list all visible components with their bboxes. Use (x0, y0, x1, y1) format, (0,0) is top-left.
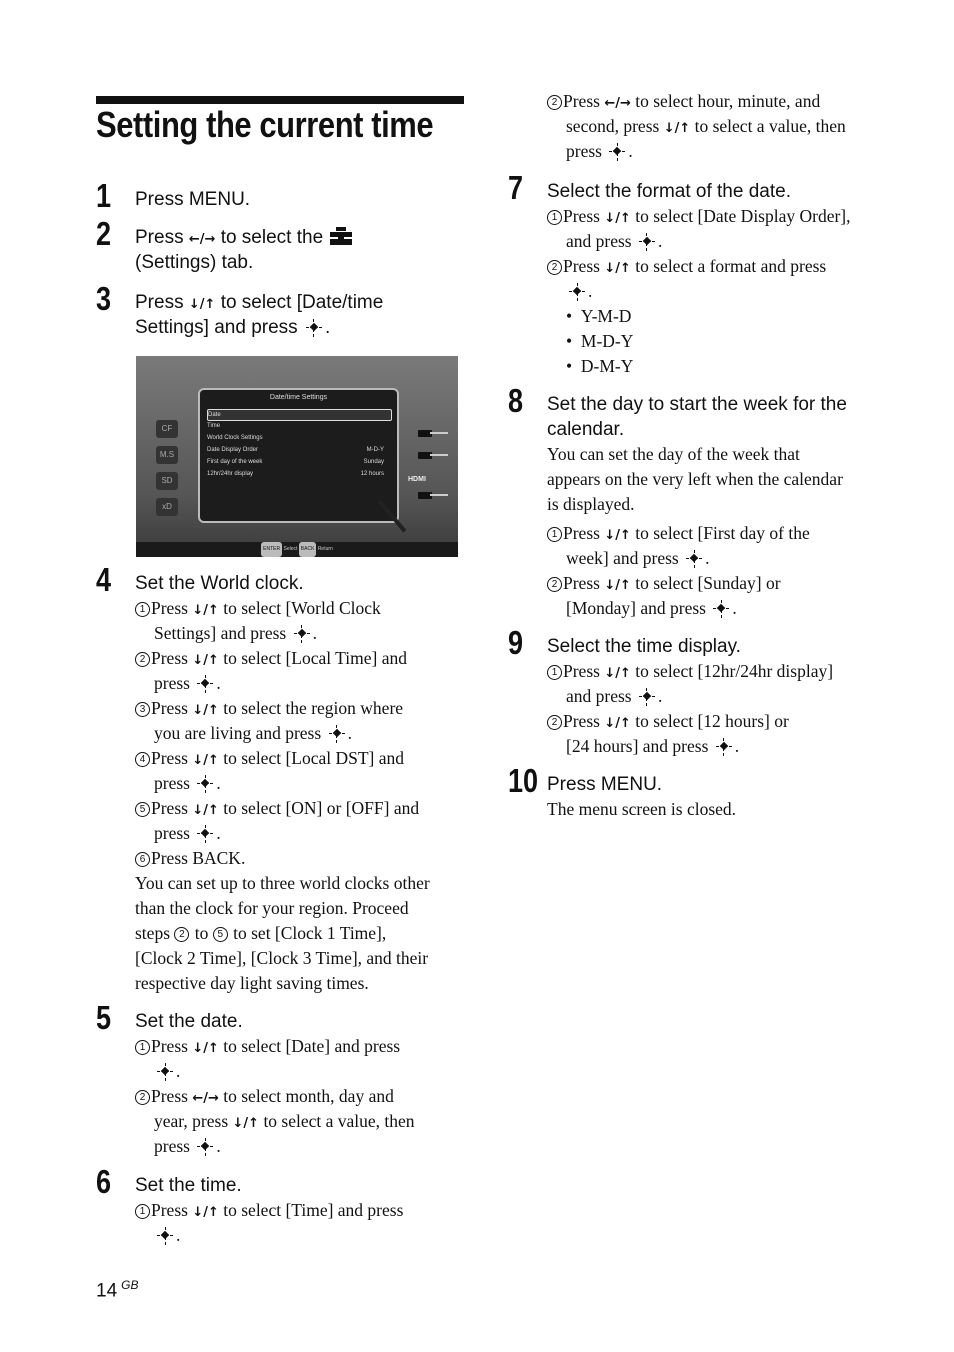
circled-number: 1 (547, 665, 562, 680)
step-number: 6 (96, 1163, 112, 1200)
step-6-continued (508, 89, 888, 169)
step-heading: Set the time. (135, 1175, 242, 1196)
down-up-arrow-icon: ↓/↑ (663, 121, 691, 136)
substep-1 (135, 596, 381, 623)
down-up-arrow-icon: ↓/↑ (192, 803, 219, 818)
enter-button-icon (154, 1065, 176, 1079)
text: and press (566, 231, 632, 251)
substep-5 (135, 796, 419, 823)
text: Press (151, 1086, 188, 1106)
text: press (154, 673, 190, 693)
substep-2-cont: [24 hours] and press . (566, 736, 740, 756)
substep-4-cont: press . (154, 773, 221, 793)
circled-number: 2 (135, 1090, 150, 1105)
step-number: 1 (96, 177, 112, 214)
cable-graphic (430, 432, 448, 434)
menu-item-time[interactable] (207, 421, 390, 431)
menu-item-date-order[interactable] (207, 445, 390, 455)
substep-1 (547, 659, 833, 686)
text: [24 hours] and press (566, 736, 709, 756)
circled-number: 2 (135, 652, 150, 667)
text: to select month, day and (223, 1086, 394, 1106)
text: Press (151, 798, 188, 818)
paragraph-line: You can set up to three world clocks other (135, 873, 430, 893)
substep-1 (547, 204, 851, 231)
enter-button-icon (683, 552, 705, 566)
text: to select [12hr/24hr display] (635, 661, 834, 681)
step-heading: Set the day to start the week for the (547, 394, 847, 415)
step-heading: Press MENU. (547, 774, 663, 795)
circled-number: 2 (547, 577, 562, 592)
left-right-arrow-icon: ←/→ (192, 1091, 219, 1106)
down-up-arrow-icon: ↓/↑ (604, 528, 631, 543)
text: Press (563, 206, 600, 226)
text: to select a value, then (263, 1111, 415, 1131)
substep-5-cont: press . (154, 823, 221, 843)
text: press (154, 1136, 190, 1156)
circled-number: 2 (547, 95, 562, 110)
circled-number: 6 (135, 852, 150, 867)
down-up-arrow-icon: ↓/↑ (192, 753, 219, 768)
step-10 (508, 762, 888, 828)
substep-2-cont2: press . (566, 141, 633, 161)
circled-number: 1 (135, 1204, 150, 1219)
substep-1-cont: Settings] and press . (154, 623, 317, 643)
circled-number: 5 (135, 802, 150, 817)
circled-number: 5 (213, 927, 228, 942)
text: to (194, 923, 209, 943)
substep-1-cont: . (154, 1059, 180, 1084)
menu-title: Date/time Settings (269, 394, 328, 401)
substep-1-cont: and press . (566, 686, 663, 706)
text: to select [Date/time (220, 292, 384, 313)
cable-graphic (430, 494, 448, 496)
bullet-item: • M-D-Y (566, 331, 634, 351)
menu-label: Time (207, 423, 221, 429)
paragraph-line: is displayed. (547, 494, 635, 514)
step-heading: Select the time display. (547, 636, 741, 657)
down-up-arrow-icon: ↓/↑ (232, 1116, 260, 1131)
step-number: 10 (508, 762, 539, 799)
substep-2-cont2: press . (154, 1136, 221, 1156)
text: week] and press (566, 548, 679, 568)
circled-number: 3 (135, 702, 150, 717)
down-up-arrow-icon: ↓/↑ (192, 703, 219, 718)
text: to select a format and press (635, 256, 827, 276)
device-screen-illustration (136, 356, 458, 557)
enter-button-icon (326, 727, 348, 741)
step-number: 2 (96, 215, 112, 252)
down-up-arrow-icon: ↓/↑ (192, 1205, 219, 1220)
text: to select [ON] or [OFF] and (223, 798, 420, 818)
bullet-item: • Y-M-D (566, 306, 632, 326)
substep-3 (135, 696, 403, 723)
substep-3-cont: you are living and press . (154, 723, 352, 743)
step-8 (508, 382, 888, 623)
step-heading: Select the format of the date. (547, 181, 791, 202)
menu-item-first-day[interactable] (207, 457, 390, 467)
step-number: 9 (508, 624, 524, 661)
enter-button-icon (606, 145, 628, 159)
text: . (324, 317, 331, 338)
back-key-label: BACK (299, 542, 317, 557)
enter-button-icon (194, 827, 216, 841)
text: to select [12 hours] or (635, 711, 789, 731)
step-number: 7 (508, 169, 524, 206)
page-title: Setting the current time (96, 104, 434, 145)
step-heading: Set the date. (135, 1011, 243, 1032)
text: and press (566, 686, 632, 706)
enter-button-icon (194, 777, 216, 791)
menu-label: 12hr/24hr display (207, 471, 254, 477)
enter-button-icon (566, 285, 588, 299)
text: Press (563, 711, 600, 731)
help-text: Return (317, 546, 333, 552)
left-right-arrow-icon: ←/→ (604, 96, 631, 111)
sd-slot-icon: SD (156, 472, 178, 490)
text: year, press (154, 1111, 229, 1131)
substep-2-cont: press . (154, 673, 221, 693)
circled-number: 1 (547, 210, 562, 225)
region-code: GB (121, 1278, 139, 1292)
text: Press (151, 1200, 188, 1220)
text: to select a value, then (694, 116, 846, 136)
text: to select [First day of the (635, 523, 810, 543)
text: Settings] and press (154, 623, 287, 643)
paragraph-line: [Clock 2 Time], [Clock 3 Time], and their (135, 948, 429, 968)
text: Press (151, 598, 188, 618)
text: Press (563, 91, 600, 111)
toolbox-icon (328, 226, 354, 246)
text: D-M-Y (580, 356, 634, 376)
help-text: Select (283, 546, 298, 552)
substep-2-cont (154, 1109, 415, 1136)
down-up-arrow-icon: ↓/↑ (192, 653, 219, 668)
paragraph-line: The menu screen is closed. (547, 799, 737, 819)
text: Press (151, 748, 188, 768)
text: Press BACK. (151, 848, 246, 868)
text: second, press (566, 116, 660, 136)
text: Press (151, 648, 188, 668)
down-up-arrow-icon: ↓/↑ (604, 211, 631, 226)
text: you are living and press (154, 723, 322, 743)
menu-item-date[interactable] (207, 409, 392, 421)
enter-button-icon (713, 740, 735, 754)
text: Press (563, 661, 600, 681)
text: to select the region where (223, 698, 404, 718)
step-number: 4 (96, 561, 112, 598)
substep-1-cont: and press . (566, 231, 663, 251)
down-up-arrow-icon: ↓/↑ (192, 1041, 219, 1056)
text: to select [Date Display Order], (635, 206, 851, 226)
enter-button-icon (710, 602, 732, 616)
enter-button-icon (303, 321, 325, 335)
text: Press (135, 292, 184, 313)
menu-label: Date Display Order (207, 447, 259, 453)
text: Press (135, 227, 184, 248)
step-6 (96, 1163, 466, 1249)
paragraph-line: respective day light saving times. (135, 973, 369, 993)
substep-2-cont: [Monday] and press . (566, 598, 737, 618)
substep-1-cont: . (154, 1223, 180, 1248)
step-heading-line2 (135, 315, 330, 340)
enter-button-icon (194, 677, 216, 691)
down-up-arrow-icon: ↓/↑ (604, 666, 631, 681)
step-number: 5 (96, 999, 112, 1036)
down-up-arrow-icon: ↓/↑ (604, 261, 631, 276)
text: to select [Sunday] or (635, 573, 781, 593)
down-up-arrow-icon: ↓/↑ (604, 578, 631, 593)
paragraph-line: You can set the day of the week that (547, 444, 800, 464)
text: Press (563, 573, 600, 593)
text: to set [Clock 1 Time], (233, 923, 387, 943)
text: press (154, 773, 190, 793)
circled-number: 2 (547, 260, 562, 275)
circled-number: 4 (135, 752, 150, 767)
step-heading-line2: calendar. (547, 419, 625, 440)
text: to select [Local Time] and (223, 648, 407, 668)
page-footer (96, 1278, 138, 1302)
circled-number: 1 (547, 527, 562, 542)
enter-button-icon (636, 235, 658, 249)
enter-button-icon (194, 1140, 216, 1154)
cf-slot-icon: CF (156, 420, 178, 438)
menu-label: First day of the week (207, 459, 263, 465)
text: Settings] and press (135, 317, 298, 338)
ms-slot-icon: M.S (156, 446, 178, 464)
text: steps (135, 923, 170, 943)
menu-value: Sunday (363, 459, 384, 465)
substep-2 (547, 571, 781, 598)
text: Press (151, 1036, 188, 1056)
substep-2 (135, 646, 407, 673)
substep-2-cont (566, 114, 846, 141)
menu-item-12-24hr[interactable] (207, 469, 390, 479)
step-heading: Press MENU. (135, 189, 251, 210)
menu-label: World Clock Settings (207, 435, 263, 441)
text: to select hour, minute, and (635, 91, 821, 111)
screen-help-bar (136, 542, 458, 557)
step-9 (508, 624, 888, 760)
circled-number: 2 (547, 715, 562, 730)
substep-4 (135, 746, 404, 773)
step-7 (508, 169, 888, 385)
hdmi-label: HDMI (408, 476, 426, 483)
step-heading-line2: (Settings) tab. (135, 252, 254, 273)
text: to select [World Clock (223, 598, 381, 618)
paragraph-line: than the clock for your region. Proceed (135, 898, 409, 918)
substep-2 (135, 1084, 394, 1111)
substep-2 (547, 89, 820, 116)
enter-button-icon (636, 690, 658, 704)
down-up-arrow-icon: ↓/↑ (604, 716, 631, 731)
step-heading (135, 225, 354, 252)
substep-2 (547, 254, 826, 281)
substep-1 (547, 521, 810, 548)
step-heading (135, 290, 383, 317)
substep-1 (135, 1034, 400, 1061)
paragraph-line (135, 921, 386, 946)
left-right-arrow-icon: ←/→ (188, 232, 216, 247)
step-number: 8 (508, 382, 524, 419)
circled-number: 2 (174, 927, 189, 942)
enter-button-icon (154, 1229, 176, 1243)
menu-value: 12 hours (360, 471, 384, 477)
paragraph-line: appears on the very left when the calendar (547, 469, 843, 489)
text: Y-M-D (580, 306, 632, 326)
circled-number: 1 (135, 602, 150, 617)
page-number: 14 (96, 1280, 118, 1302)
text: M-D-Y (580, 331, 634, 351)
text: to select [Time] and press (223, 1200, 404, 1220)
title-rule (96, 96, 464, 104)
step-5 (96, 999, 466, 1165)
step-heading: Set the World clock. (135, 573, 304, 594)
text: to select [Local DST] and (223, 748, 405, 768)
bullet-item: • D-M-Y (566, 356, 634, 376)
step-number: 3 (96, 280, 112, 317)
substep-1 (135, 1198, 403, 1225)
substep-2 (547, 709, 789, 736)
text: to select [Date] and press (223, 1036, 401, 1056)
down-up-arrow-icon: ↓/↑ (188, 297, 216, 312)
text: press (154, 823, 190, 843)
menu-item-world-clock[interactable] (207, 433, 390, 443)
substep-2-cont: . (566, 279, 592, 304)
enter-key-label: ENTER (261, 542, 282, 557)
circled-number: 1 (135, 1040, 150, 1055)
step-4 (96, 561, 466, 997)
substep-6 (135, 846, 245, 871)
substep-1-cont: week] and press . (566, 548, 710, 568)
cable-graphic (430, 454, 448, 456)
down-up-arrow-icon: ↓/↑ (192, 603, 219, 618)
menu-value: M-D-Y (366, 447, 384, 453)
menu-label: Date (208, 412, 221, 418)
xd-slot-icon: xD (156, 498, 178, 516)
enter-button-icon (291, 627, 313, 641)
text: to select the (220, 227, 324, 248)
text: press (566, 141, 602, 161)
text: Press (563, 523, 600, 543)
text: Press (151, 698, 188, 718)
text: [Monday] and press (566, 598, 706, 618)
text: Press (563, 256, 600, 276)
settings-menu-panel (198, 388, 399, 523)
